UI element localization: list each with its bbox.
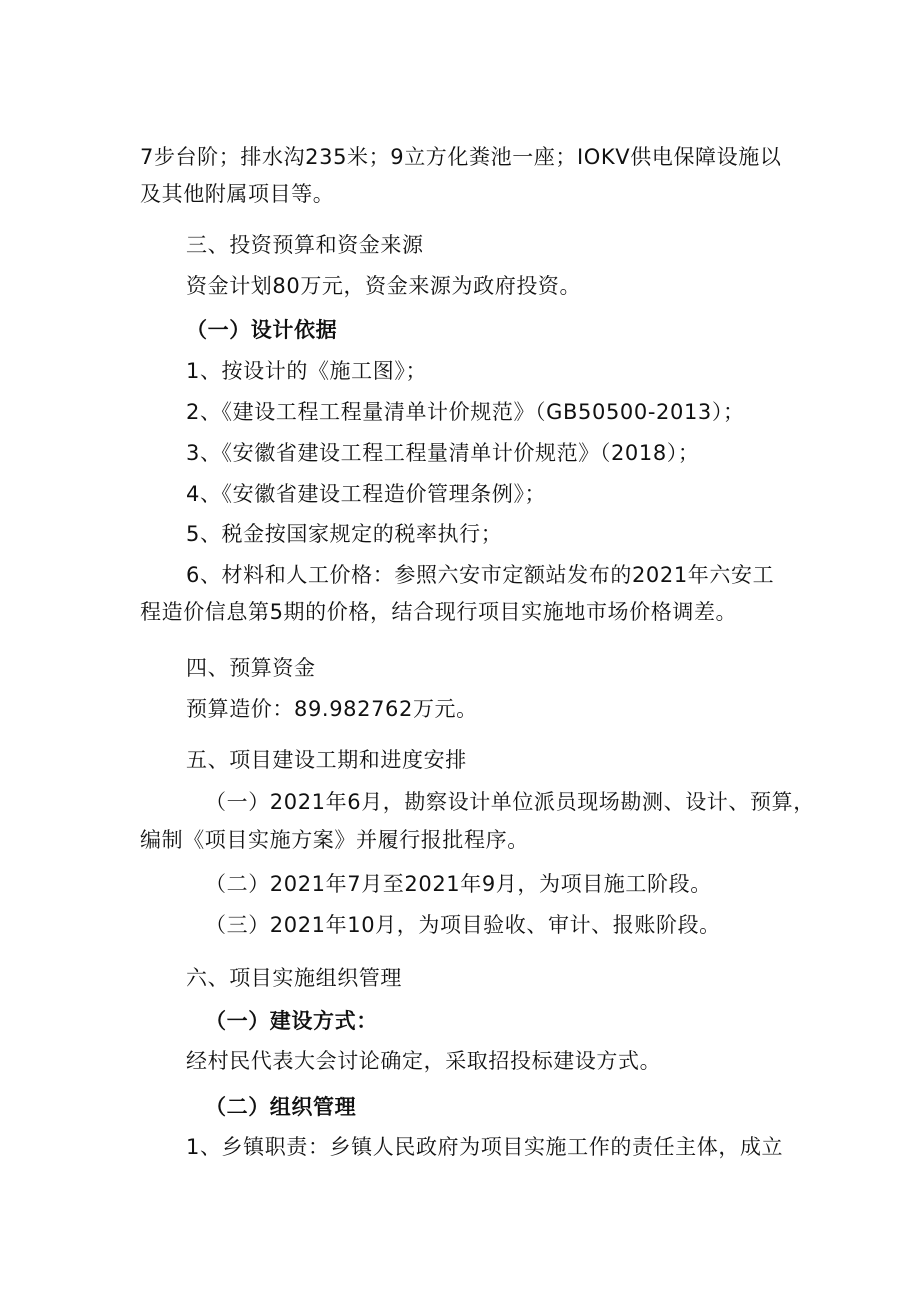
list-item: 2、《建设工程工程量清单计价规范》（GB50500-2013）； <box>186 400 745 424</box>
subsection-heading: （一）建设方式： <box>205 1009 378 1033</box>
list-item: 1、乡镇职责：乡镇人民政府为项目实施工作的责任主体，成立 <box>186 1135 784 1159</box>
section-heading: 四、预算资金 <box>186 656 316 680</box>
list-item: 5、税金按国家规定的税率执行； <box>186 522 503 546</box>
list-item: 6、材料和人工价格：参照六安市定额站发布的2021年六安工 <box>186 563 775 587</box>
body-text-line: 及其他附属项目等。 <box>140 182 335 206</box>
body-text-line: （一）2021年6月，勘察设计单位派员现场勘测、设计、预算， <box>205 790 815 814</box>
body-text-line: 编制《项目实施方案》并履行报批程序。 <box>140 828 529 852</box>
body-text-line: 预算造价：89.982762万元。 <box>186 697 478 721</box>
list-item: 4、《安徽省建设工程造价管理条例》； <box>186 482 547 506</box>
section-heading: 五、项目建设工期和进度安排 <box>186 748 467 772</box>
body-text-line: 资金计划80万元，资金来源为政府投资。 <box>186 274 582 298</box>
subsection-heading: （一）设计依据 <box>186 318 338 342</box>
body-text-line: （三）2021年10月，为项目验收、审计、报账阶段。 <box>205 913 721 937</box>
body-text-line: 7步台阶；排水沟235米；9立方化粪池一座；IOKV供电保障设施以 <box>140 145 782 169</box>
list-item: 3、《安徽省建设工程工程量清单计价规范》（2018）； <box>186 441 700 465</box>
subsection-heading: （二）组织管理 <box>205 1095 357 1119</box>
list-item: 1、按设计的《施工图》； <box>186 359 428 383</box>
body-text-line: 经村民代表大会讨论确定，采取招投标建设方式。 <box>186 1049 662 1073</box>
section-heading: 六、项目实施组织管理 <box>186 966 402 990</box>
body-text-line: （二）2021年7月至2021年9月，为项目施工阶段。 <box>205 872 712 896</box>
section-heading: 三、投资预算和资金来源 <box>186 233 424 257</box>
body-text-line: 程造价信息第5期的价格，结合现行项目实施地市场价格调差。 <box>140 600 738 624</box>
